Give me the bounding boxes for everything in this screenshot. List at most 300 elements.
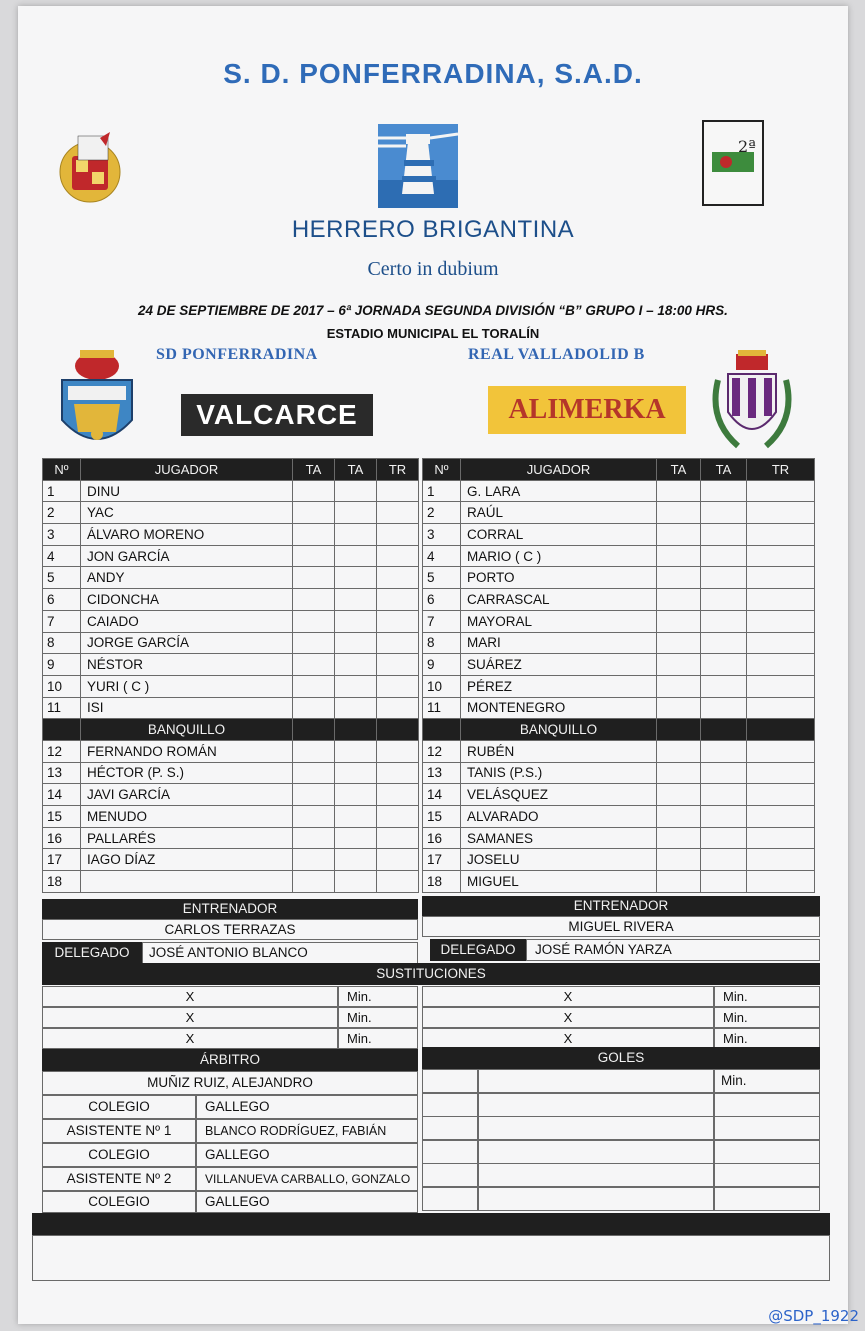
card-cell (657, 871, 701, 893)
player-row (43, 545, 419, 567)
card-cell (335, 675, 377, 697)
player-name: MIGUEL (461, 871, 657, 893)
footer-band (32, 1213, 830, 1235)
bench-spacer (293, 719, 335, 741)
player-row (43, 524, 419, 546)
card-cell (377, 545, 419, 567)
card-cell (701, 589, 747, 611)
assistant2-college: GALLEGO (196, 1191, 418, 1213)
player-row (43, 632, 419, 654)
player-number: 17 (43, 849, 81, 871)
card-cell (377, 871, 419, 893)
card-cell (657, 545, 701, 567)
away-sponsor-label: ALIMERKA (508, 394, 666, 425)
card-cell (657, 632, 701, 654)
player-row (423, 654, 815, 676)
player-name: CORRAL (461, 524, 657, 546)
player-name: YAC (81, 502, 293, 524)
player-name: MAYORAL (461, 610, 657, 632)
card-cell (293, 480, 335, 502)
card-cell (335, 827, 377, 849)
card-cell (657, 740, 701, 762)
card-cell (701, 524, 747, 546)
player-number: 5 (423, 567, 461, 589)
away-rows (423, 480, 815, 892)
player-name: JAVI GARCÍA (81, 784, 293, 806)
home-sub-min: Min. (338, 1028, 418, 1049)
player-row (43, 806, 419, 828)
card-cell (747, 871, 815, 893)
player-row (423, 827, 815, 849)
assistant2-name: VILLANUEVA CARBALLO, GONZALO (196, 1167, 418, 1191)
card-cell (701, 762, 747, 784)
player-number: 18 (43, 871, 81, 893)
player-name: NÉSTOR (81, 654, 293, 676)
player-number: 1 (43, 480, 81, 502)
player-row (423, 675, 815, 697)
card-cell (377, 610, 419, 632)
player-number: 4 (423, 545, 461, 567)
goal-cell (714, 1163, 820, 1187)
player-name: SAMANES (461, 827, 657, 849)
college-label: COLEGIO (42, 1143, 196, 1167)
player-name: MARIO ( C ) (461, 545, 657, 567)
goal-cell (714, 1093, 820, 1117)
player-name: DINU (81, 480, 293, 502)
player-number: 11 (43, 697, 81, 719)
card-cell (293, 545, 335, 567)
card-cell (747, 610, 815, 632)
footer-box (32, 1235, 830, 1281)
bench-label: BANQUILLO (461, 719, 657, 741)
card-cell (293, 827, 335, 849)
card-cell (377, 784, 419, 806)
card-cell (377, 697, 419, 719)
card-cell (335, 762, 377, 784)
player-name (81, 871, 293, 893)
goal-cell (422, 1140, 478, 1164)
player-number: 9 (423, 654, 461, 676)
player-name: TANIS (P.S.) (461, 762, 657, 784)
away-coach: MIGUEL RIVERA (422, 916, 820, 937)
player-number: 8 (43, 632, 81, 654)
player-number: 8 (423, 632, 461, 654)
player-name: CIDONCHA (81, 589, 293, 611)
player-name: JOSELU (461, 849, 657, 871)
watermark: @SDP_1922 (768, 1307, 859, 1325)
card-cell (293, 675, 335, 697)
player-number: 14 (423, 784, 461, 806)
player-number: 10 (423, 675, 461, 697)
card-cell (657, 589, 701, 611)
away-team-name: REAL VALLADOLID B (468, 346, 645, 363)
bench-spacer (377, 719, 419, 741)
card-cell (377, 806, 419, 828)
player-number: 12 (43, 740, 81, 762)
card-cell (701, 740, 747, 762)
card-cell (747, 524, 815, 546)
club-title: S. D. PONFERRADINA, S.A.D. (223, 58, 643, 89)
card-cell (377, 632, 419, 654)
card-cell (335, 502, 377, 524)
card-cell (335, 871, 377, 893)
bench-spacer (335, 719, 377, 741)
card-cell (657, 784, 701, 806)
card-cell (335, 806, 377, 828)
card-cell (335, 632, 377, 654)
assistant1-label: ASISTENTE Nº 1 (42, 1119, 196, 1143)
home-sponsor-label: VALCARCE (196, 399, 358, 430)
away-coach-header: ENTRENADOR (422, 896, 820, 916)
player-number: 16 (43, 827, 81, 849)
away-sub-x: X (422, 1007, 714, 1028)
card-cell (377, 654, 419, 676)
card-cell (701, 480, 747, 502)
goals-grid (422, 1069, 820, 1211)
goal-cell (422, 1069, 478, 1093)
goal-cell (478, 1093, 714, 1117)
away-sub-x: X (422, 1028, 714, 1049)
player-row (423, 589, 815, 611)
card-cell (701, 632, 747, 654)
goal-cell (714, 1116, 820, 1140)
player-row (423, 806, 815, 828)
card-cell (293, 697, 335, 719)
match-sheet (18, 6, 848, 1324)
home-team-name: SD PONFERRADINA (156, 346, 318, 363)
player-name: CARRASCAL (461, 589, 657, 611)
col-ta1: TA (657, 459, 701, 481)
player-number: 7 (43, 610, 81, 632)
player-name: PALLARÉS (81, 827, 293, 849)
card-cell (377, 502, 419, 524)
card-cell (747, 740, 815, 762)
home-delegate-label: DELEGADO (42, 942, 142, 964)
card-cell (701, 871, 747, 893)
card-cell (747, 675, 815, 697)
player-name: ANDY (81, 567, 293, 589)
card-cell (293, 849, 335, 871)
card-cell (747, 480, 815, 502)
card-cell (377, 827, 419, 849)
card-cell (657, 502, 701, 524)
card-cell (377, 762, 419, 784)
player-row (43, 610, 419, 632)
card-cell (747, 849, 815, 871)
player-name: ISI (81, 697, 293, 719)
col-num: Nº (43, 459, 81, 481)
away-lineup-table (422, 458, 815, 893)
player-number: 17 (423, 849, 461, 871)
goal-cell (478, 1163, 714, 1187)
card-cell (747, 784, 815, 806)
player-row (43, 871, 419, 893)
card-cell (377, 675, 419, 697)
player-name: JORGE GARCÍA (81, 632, 293, 654)
player-row (423, 697, 815, 719)
card-cell (657, 524, 701, 546)
card-cell (335, 567, 377, 589)
goal-cell (714, 1187, 820, 1211)
card-cell (335, 610, 377, 632)
card-cell (657, 762, 701, 784)
player-row (43, 480, 419, 502)
home-sub-min: Min. (338, 986, 418, 1007)
card-cell (701, 806, 747, 828)
player-number: 4 (43, 545, 81, 567)
card-cell (293, 632, 335, 654)
home-crest (56, 346, 138, 458)
home-sub-min: Min. (338, 1007, 418, 1028)
player-row (423, 849, 815, 871)
goal-cell (422, 1093, 478, 1117)
svg-text:2ª: 2ª (738, 137, 756, 156)
college-label: COLEGIO (42, 1191, 196, 1213)
card-cell (377, 589, 419, 611)
player-number: 3 (43, 524, 81, 546)
player-number: 11 (423, 697, 461, 719)
card-cell (747, 806, 815, 828)
player-row (423, 545, 815, 567)
sponsor-motto: Certo in dubium (367, 258, 499, 280)
bench-spacer (701, 719, 747, 741)
player-name: MENUDO (81, 806, 293, 828)
goal-cell (478, 1069, 714, 1093)
col-ta1: TA (293, 459, 335, 481)
player-name: CAIADO (81, 610, 293, 632)
goal-cell (422, 1163, 478, 1187)
referee-name: MUÑIZ RUIZ, ALEJANDRO (42, 1071, 418, 1095)
player-number: 1 (423, 480, 461, 502)
card-cell (701, 784, 747, 806)
away-delegate-label: DELEGADO (430, 939, 526, 961)
player-name: PORTO (461, 567, 657, 589)
player-number: 6 (43, 589, 81, 611)
away-sub-x: X (422, 986, 714, 1007)
subs-grid (42, 986, 820, 1049)
player-row (43, 502, 419, 524)
card-cell (377, 567, 419, 589)
goal-cell (478, 1187, 714, 1211)
home-sub-x: X (42, 1028, 338, 1049)
assistant2-label: ASISTENTE Nº 2 (42, 1167, 196, 1191)
card-cell (657, 480, 701, 502)
player-name: RAÚL (461, 502, 657, 524)
card-cell (747, 567, 815, 589)
away-sponsor-logo (488, 386, 686, 434)
card-cell (701, 849, 747, 871)
card-cell (701, 545, 747, 567)
player-number: 2 (43, 502, 81, 524)
card-cell (657, 675, 701, 697)
player-name: PÉREZ (461, 675, 657, 697)
card-cell (657, 654, 701, 676)
player-row (43, 740, 419, 762)
card-cell (335, 589, 377, 611)
card-cell (335, 849, 377, 871)
competition-badge (702, 120, 764, 206)
card-cell (657, 697, 701, 719)
player-row (43, 654, 419, 676)
card-cell (747, 589, 815, 611)
card-cell (657, 806, 701, 828)
player-row (423, 871, 815, 893)
away-sub-min: Min. (714, 1028, 820, 1049)
bench-header (43, 719, 419, 741)
home-coach: CARLOS TERRAZAS (42, 919, 418, 940)
card-cell (293, 610, 335, 632)
card-cell (335, 740, 377, 762)
bench-spacer (747, 719, 815, 741)
card-cell (377, 480, 419, 502)
assistant1-name: BLANCO RODRÍGUEZ, FABIÁN (196, 1119, 418, 1143)
player-name: VELÁSQUEZ (461, 784, 657, 806)
home-rows (43, 480, 419, 892)
player-number: 13 (43, 762, 81, 784)
col-player: JUGADOR (461, 459, 657, 481)
away-crest (708, 350, 796, 454)
card-cell (747, 654, 815, 676)
goals-header: GOLES (422, 1047, 820, 1069)
card-cell (293, 806, 335, 828)
referee-college: GALLEGO (196, 1095, 418, 1119)
card-cell (293, 740, 335, 762)
player-name: G. LARA (461, 480, 657, 502)
player-number: 18 (423, 871, 461, 893)
player-name: JON GARCÍA (81, 545, 293, 567)
player-name: MONTENEGRO (461, 697, 657, 719)
player-row (423, 610, 815, 632)
player-name: MARI (461, 632, 657, 654)
goal-cell (478, 1140, 714, 1164)
player-row (43, 589, 419, 611)
player-row (423, 632, 815, 654)
card-cell (747, 827, 815, 849)
player-number: 7 (423, 610, 461, 632)
player-row (423, 524, 815, 546)
player-row (423, 762, 815, 784)
player-row (423, 784, 815, 806)
card-cell (293, 871, 335, 893)
assistant1-college: GALLEGO (196, 1143, 418, 1167)
card-cell (701, 610, 747, 632)
player-row (423, 567, 815, 589)
card-cell (701, 502, 747, 524)
player-name: RUBÉN (461, 740, 657, 762)
card-cell (335, 697, 377, 719)
col-tr: TR (377, 459, 419, 481)
card-cell (657, 827, 701, 849)
card-cell (657, 567, 701, 589)
player-name: SUÁREZ (461, 654, 657, 676)
player-number: 12 (423, 740, 461, 762)
card-cell (701, 675, 747, 697)
goal-cell (714, 1140, 820, 1164)
goal-cell (478, 1116, 714, 1140)
col-num: Nº (423, 459, 461, 481)
referee-header: ÁRBITRO (42, 1049, 418, 1071)
player-number: 15 (43, 806, 81, 828)
player-number: 9 (43, 654, 81, 676)
match-info: 24 DE SEPTIEMBRE DE 2017 – 6ª JORNADA SEGUNDA DIVISIÓN “B” GRUPO I – 18:00 HRS. (138, 303, 728, 318)
card-cell (747, 632, 815, 654)
card-cell (293, 654, 335, 676)
home-coach-header: ENTRENADOR (42, 899, 418, 919)
card-cell (747, 697, 815, 719)
col-player: JUGADOR (81, 459, 293, 481)
stadium: ESTADIO MUNICIPAL EL TORALÍN (326, 326, 540, 341)
card-cell (293, 502, 335, 524)
goal-cell (422, 1187, 478, 1211)
card-cell (657, 849, 701, 871)
player-number: 10 (43, 675, 81, 697)
player-row (43, 675, 419, 697)
col-tr: TR (747, 459, 815, 481)
player-row (43, 697, 419, 719)
card-cell (293, 784, 335, 806)
away-sub-min: Min. (714, 1007, 820, 1028)
player-row (43, 849, 419, 871)
player-row (43, 567, 419, 589)
home-lineup-table (42, 458, 419, 893)
card-cell (335, 545, 377, 567)
player-row (423, 740, 815, 762)
goal-cell (422, 1116, 478, 1140)
bench-spacer (423, 719, 461, 741)
lighthouse-logo (378, 124, 458, 208)
player-name: IAGO DÍAZ (81, 849, 293, 871)
card-cell (335, 784, 377, 806)
player-number: 6 (423, 589, 461, 611)
col-ta2: TA (335, 459, 377, 481)
player-row (43, 762, 419, 784)
card-cell (377, 740, 419, 762)
player-row (423, 480, 815, 502)
card-cell (701, 654, 747, 676)
player-number: 13 (423, 762, 461, 784)
subs-header: SUSTITUCIONES (42, 963, 820, 985)
rfef-logo (54, 128, 134, 206)
card-cell (335, 654, 377, 676)
officials-grid (42, 1095, 418, 1213)
away-sub-min: Min. (714, 986, 820, 1007)
card-cell (335, 524, 377, 546)
goals-min-label: Min. (714, 1069, 820, 1093)
player-row (43, 827, 419, 849)
player-number: 14 (43, 784, 81, 806)
home-sub-x: X (42, 1007, 338, 1028)
player-name: YURI ( C ) (81, 675, 293, 697)
card-cell (747, 502, 815, 524)
card-cell (293, 762, 335, 784)
player-row (43, 784, 419, 806)
card-cell (747, 545, 815, 567)
card-cell (293, 524, 335, 546)
card-cell (657, 610, 701, 632)
player-number: 5 (43, 567, 81, 589)
card-cell (293, 567, 335, 589)
card-cell (701, 697, 747, 719)
card-cell (747, 762, 815, 784)
col-ta2: TA (701, 459, 747, 481)
home-delegate: JOSÉ ANTONIO BLANCO (142, 942, 418, 964)
away-delegate: JOSÉ RAMÓN YARZA (526, 939, 820, 961)
card-cell (335, 480, 377, 502)
card-cell (701, 827, 747, 849)
player-name: FERNANDO ROMÁN (81, 740, 293, 762)
player-name: ALVARADO (461, 806, 657, 828)
player-number: 3 (423, 524, 461, 546)
